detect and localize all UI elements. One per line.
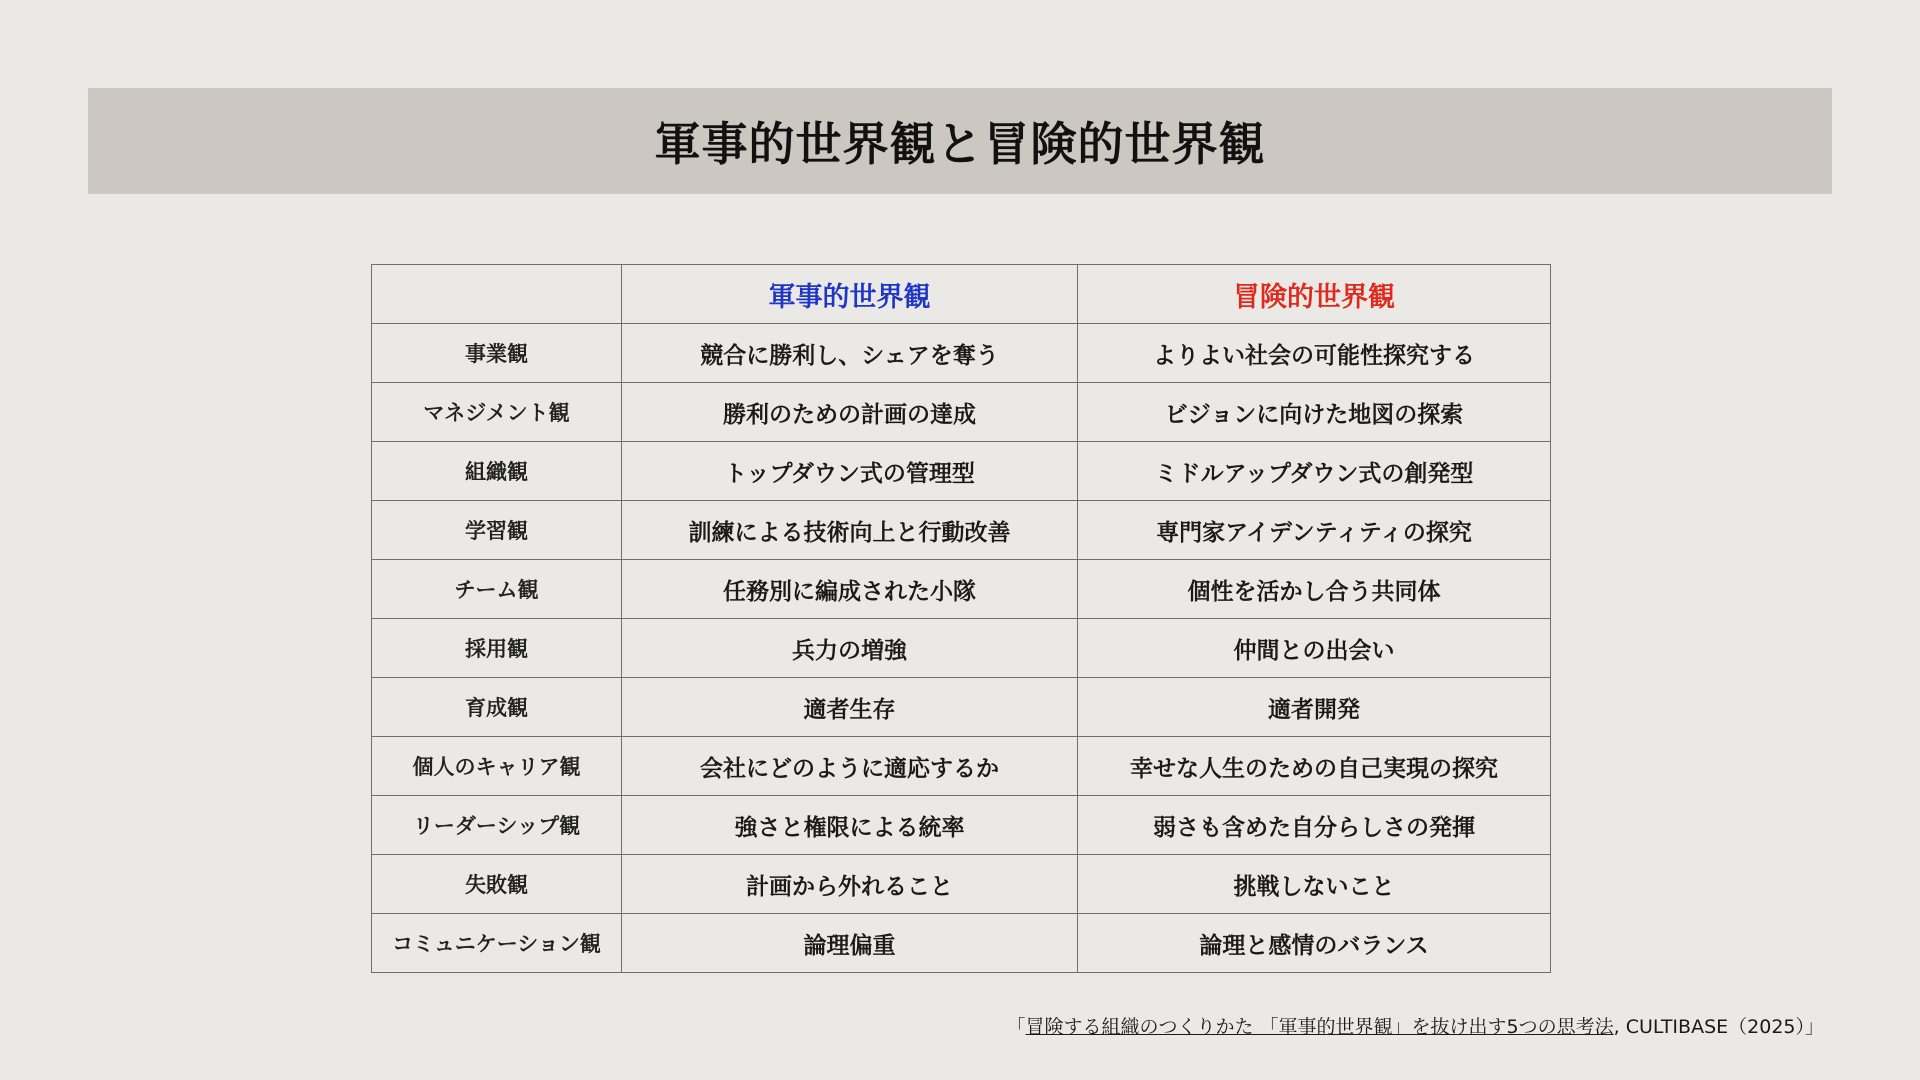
adventure-cell: ビジョンに向けた地図の探索 (1078, 383, 1551, 442)
row-label: コミュニケーション観 (372, 914, 622, 973)
table-row (372, 737, 1551, 796)
table-row (372, 914, 1551, 973)
citation-open-bracket: 「 (1006, 1016, 1026, 1038)
title-band (88, 88, 1832, 194)
adventure-cell: 専門家アイデンティティの探究 (1078, 501, 1551, 560)
row-label: マネジメント観 (372, 383, 622, 442)
row-label: 個人のキャリア観 (372, 737, 622, 796)
military-cell: 適者生存 (622, 678, 1078, 737)
header-cell-adventure: 冒険的世界観 (1078, 265, 1551, 324)
table-row (372, 796, 1551, 855)
row-label: 採用観 (372, 619, 622, 678)
citation-source: , CULTIBASE（2025）」 (1613, 1016, 1824, 1038)
adventure-cell: 適者開発 (1078, 678, 1551, 737)
military-cell: 強さと権限による統率 (622, 796, 1078, 855)
military-cell: 任務別に編成された小隊 (622, 560, 1078, 619)
table-row (372, 442, 1551, 501)
comparison-table (371, 264, 1551, 973)
page-title: 軍事的世界観と冒険的世界観 (654, 117, 1266, 171)
table-row (372, 678, 1551, 737)
row-label: 組織観 (372, 442, 622, 501)
row-label: リーダーシップ観 (372, 796, 622, 855)
row-label: 育成観 (372, 678, 622, 737)
citation (1006, 1012, 1824, 1039)
header-cell-label (372, 265, 622, 324)
header-cell-military: 軍事的世界観 (622, 265, 1078, 324)
table-row (372, 619, 1551, 678)
adventure-cell: ミドルアップダウン式の創発型 (1078, 442, 1551, 501)
military-cell: 勝利のための計画の達成 (622, 383, 1078, 442)
table-body (372, 324, 1551, 973)
adventure-cell: 仲間との出会い (1078, 619, 1551, 678)
table-row (372, 560, 1551, 619)
adventure-cell: 挑戦しないこと (1078, 855, 1551, 914)
table-header (372, 265, 1551, 324)
military-cell: トップダウン式の管理型 (622, 442, 1078, 501)
adventure-cell: 弱さも含めた自分らしさの発揮 (1078, 796, 1551, 855)
adventure-cell: 個性を活かし合う共同体 (1078, 560, 1551, 619)
table-row (372, 383, 1551, 442)
row-label: チーム観 (372, 560, 622, 619)
adventure-cell: 論理と感情のバランス (1078, 914, 1551, 973)
adventure-cell: よりよい社会の可能性探究する (1078, 324, 1551, 383)
table-row (372, 855, 1551, 914)
military-cell: 競合に勝利し、シェアを奪う (622, 324, 1078, 383)
military-cell: 会社にどのように適応するか (622, 737, 1078, 796)
header-row (372, 265, 1551, 324)
adventure-cell: 幸せな人生のための自己実現の探究 (1078, 737, 1551, 796)
military-cell: 論理偏重 (622, 914, 1078, 973)
row-label: 失敗観 (372, 855, 622, 914)
row-label: 学習観 (372, 501, 622, 560)
military-cell: 訓練による技術向上と行動改善 (622, 501, 1078, 560)
military-cell: 計画から外れること (622, 855, 1078, 914)
table-row (372, 501, 1551, 560)
military-cell: 兵力の増強 (622, 619, 1078, 678)
table-row (372, 324, 1551, 383)
citation-title: 冒険する組織のつくりかた 「軍事的世界観」を抜け出す5つの思考法 (1025, 1016, 1614, 1038)
row-label: 事業観 (372, 324, 622, 383)
